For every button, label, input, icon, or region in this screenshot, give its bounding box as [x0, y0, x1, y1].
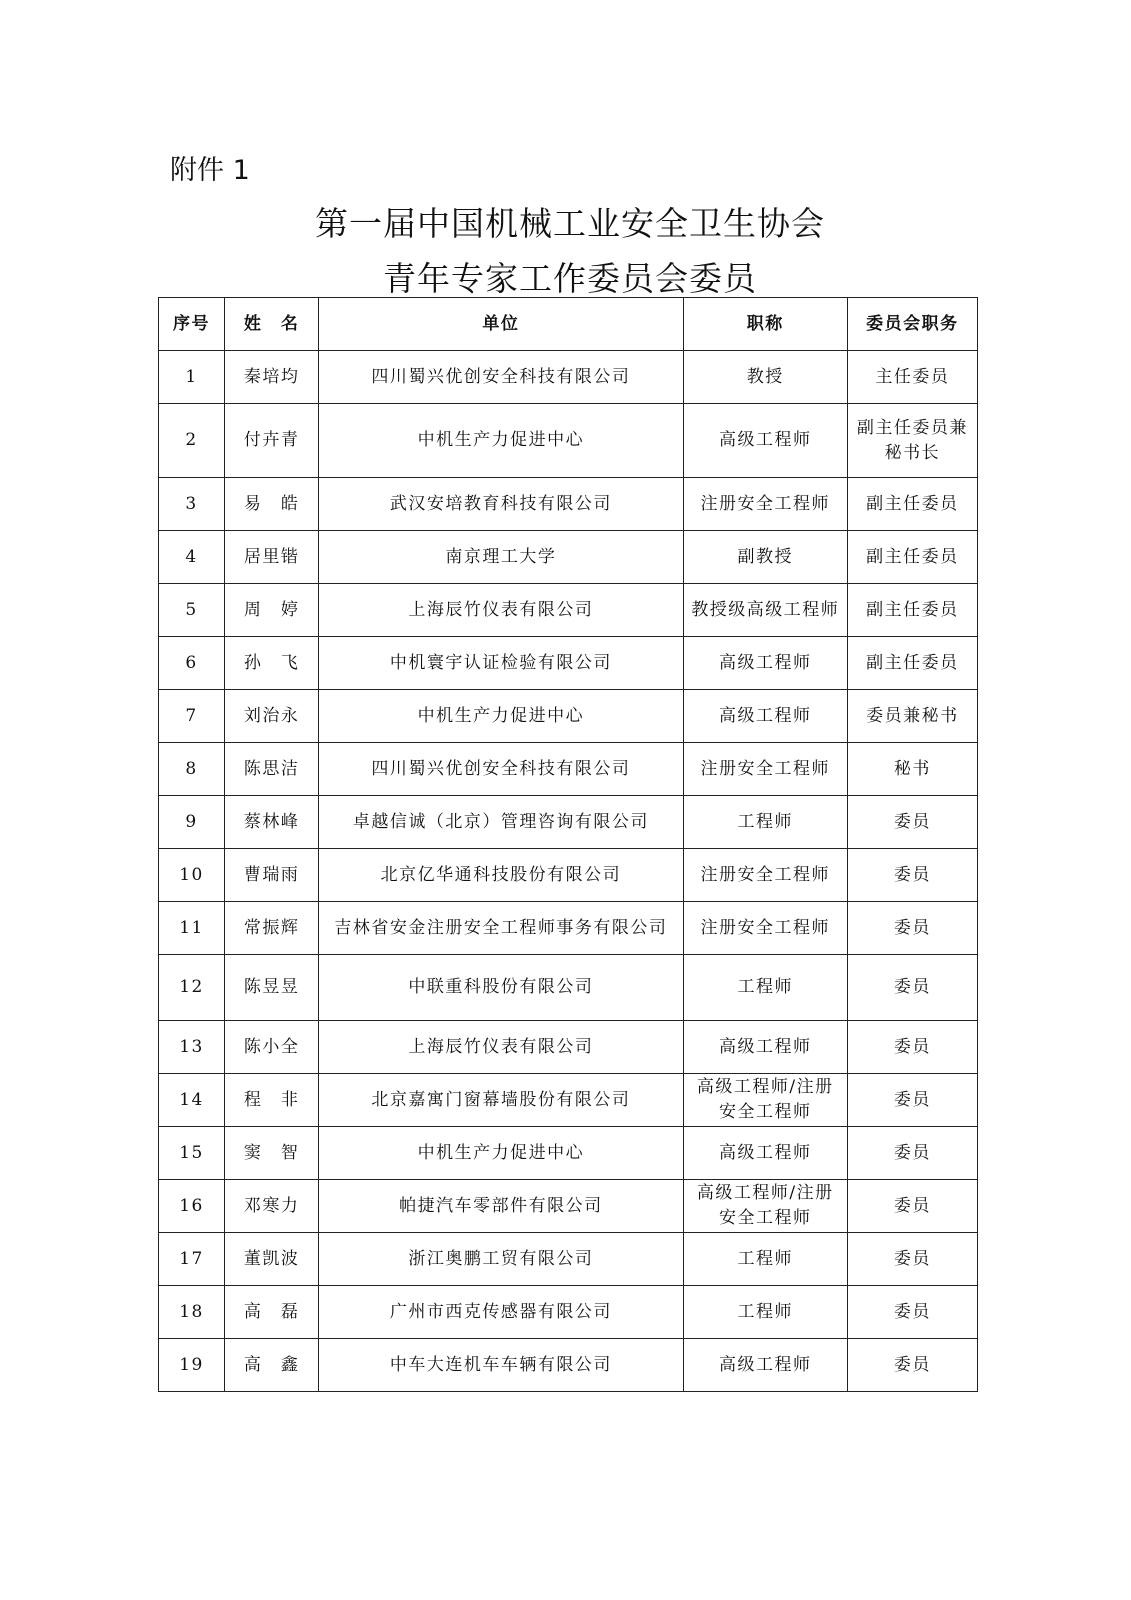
table-row	[159, 1127, 978, 1180]
cell-role: 委员	[847, 1074, 977, 1127]
cell-no: 12	[159, 955, 225, 1021]
cell-role: 委员	[847, 1286, 977, 1339]
cell-unit: 卓越信诚（北京）管理咨询有限公司	[319, 796, 683, 849]
cell-unit: 中机生产力促进中心	[319, 690, 683, 743]
cell-no: 10	[159, 849, 225, 902]
cell-title: 工程师	[683, 796, 847, 849]
cell-unit: 南京理工大学	[319, 531, 683, 584]
table-row	[159, 690, 978, 743]
cell-role: 秘书	[847, 743, 977, 796]
cell-no: 3	[159, 478, 225, 531]
cell-title: 高级工程师	[683, 1127, 847, 1180]
table-row	[159, 902, 978, 955]
cell-title: 高级工程师/注册安全工程师	[683, 1074, 847, 1127]
cell-unit: 吉林省安金注册安全工程师事务有限公司	[319, 902, 683, 955]
cell-title: 高级工程师	[683, 690, 847, 743]
cell-no: 16	[159, 1180, 225, 1233]
table-row	[159, 849, 978, 902]
cell-title: 副教授	[683, 531, 847, 584]
cell-name: 秦培均	[225, 351, 319, 404]
cell-no: 9	[159, 796, 225, 849]
cell-role: 委员	[847, 1127, 977, 1180]
cell-name: 陈思洁	[225, 743, 319, 796]
table-row	[159, 1074, 978, 1127]
cell-title: 教授	[683, 351, 847, 404]
cell-unit: 浙江奥鹏工贸有限公司	[319, 1233, 683, 1286]
cell-name: 周 婷	[225, 584, 319, 637]
cell-name: 曹瑞雨	[225, 849, 319, 902]
cell-name: 居里锴	[225, 531, 319, 584]
cell-name: 程 非	[225, 1074, 319, 1127]
table-row	[159, 1233, 978, 1286]
cell-unit: 四川蜀兴优创安全科技有限公司	[319, 351, 683, 404]
cell-title: 高级工程师	[683, 404, 847, 478]
cell-title: 注册安全工程师	[683, 902, 847, 955]
table-row	[159, 1339, 978, 1392]
cell-role: 委员	[847, 1180, 977, 1233]
cell-role: 副主任委员	[847, 584, 977, 637]
cell-role: 委员	[847, 955, 977, 1021]
cell-title: 注册安全工程师	[683, 743, 847, 796]
cell-name: 陈小全	[225, 1021, 319, 1074]
cell-unit: 北京亿华通科技股份有限公司	[319, 849, 683, 902]
cell-unit: 帕捷汽车零部件有限公司	[319, 1180, 683, 1233]
cell-unit: 上海辰竹仪表有限公司	[319, 584, 683, 637]
cell-role: 委员	[847, 1339, 977, 1392]
cell-title: 高级工程师	[683, 1339, 847, 1392]
cell-no: 7	[159, 690, 225, 743]
table-row	[159, 404, 978, 478]
cell-title: 教授级高级工程师	[683, 584, 847, 637]
cell-no: 11	[159, 902, 225, 955]
cell-role: 委员	[847, 1233, 977, 1286]
cell-title: 工程师	[683, 955, 847, 1021]
document-title-line-2: 青年专家工作委员会委员	[383, 259, 757, 298]
header-role: 委员会职务	[847, 298, 977, 351]
cell-unit: 四川蜀兴优创安全科技有限公司	[319, 743, 683, 796]
table-row	[159, 955, 978, 1021]
header-no: 序号	[159, 298, 225, 351]
cell-no: 13	[159, 1021, 225, 1074]
cell-no: 8	[159, 743, 225, 796]
cell-unit: 武汉安培教育科技有限公司	[319, 478, 683, 531]
table-row	[159, 1286, 978, 1339]
cell-name: 高 鑫	[225, 1339, 319, 1392]
cell-no: 14	[159, 1074, 225, 1127]
cell-name: 常振辉	[225, 902, 319, 955]
cell-title: 注册安全工程师	[683, 849, 847, 902]
header-unit: 单位	[319, 298, 683, 351]
cell-name: 邓寒力	[225, 1180, 319, 1233]
cell-no: 18	[159, 1286, 225, 1339]
cell-no: 1	[159, 351, 225, 404]
table-body	[159, 351, 978, 1392]
cell-no: 4	[159, 531, 225, 584]
cell-unit: 中机生产力促进中心	[319, 404, 683, 478]
cell-name: 窦 智	[225, 1127, 319, 1180]
cell-no: 6	[159, 637, 225, 690]
cell-title: 高级工程师/注册安全工程师	[683, 1180, 847, 1233]
table-row	[159, 796, 978, 849]
cell-role: 副主任委员	[847, 478, 977, 531]
members-table	[158, 297, 978, 1392]
attachment-label: 附件 1	[170, 155, 250, 186]
cell-no: 2	[159, 404, 225, 478]
cell-title: 高级工程师	[683, 637, 847, 690]
cell-unit: 中联重科股份有限公司	[319, 955, 683, 1021]
cell-name: 易 皓	[225, 478, 319, 531]
table-row	[159, 1180, 978, 1233]
cell-title: 工程师	[683, 1286, 847, 1339]
table-row	[159, 351, 978, 404]
cell-role: 主任委员	[847, 351, 977, 404]
cell-unit: 广州市西克传感器有限公司	[319, 1286, 683, 1339]
cell-role: 副主任委员	[847, 531, 977, 584]
cell-no: 15	[159, 1127, 225, 1180]
cell-role: 委员	[847, 796, 977, 849]
cell-name: 付卉青	[225, 404, 319, 478]
table-row	[159, 531, 978, 584]
cell-unit: 中车大连机车车辆有限公司	[319, 1339, 683, 1392]
cell-unit: 北京嘉寓门窗幕墙股份有限公司	[319, 1074, 683, 1127]
cell-name: 董凯波	[225, 1233, 319, 1286]
table-row	[159, 478, 978, 531]
table-row	[159, 637, 978, 690]
header-name: 姓 名	[225, 298, 319, 351]
cell-title: 高级工程师	[683, 1021, 847, 1074]
table-row	[159, 1021, 978, 1074]
cell-name: 刘治永	[225, 690, 319, 743]
cell-unit: 上海辰竹仪表有限公司	[319, 1021, 683, 1074]
cell-role: 委员	[847, 849, 977, 902]
cell-name: 高 磊	[225, 1286, 319, 1339]
cell-role: 副主任委员	[847, 637, 977, 690]
cell-name: 蔡林峰	[225, 796, 319, 849]
table-header-row	[159, 298, 978, 351]
cell-role: 委员	[847, 902, 977, 955]
cell-role: 委员兼秘书	[847, 690, 977, 743]
cell-name: 陈昱昱	[225, 955, 319, 1021]
table-row	[159, 584, 978, 637]
cell-role: 副主任委员兼秘书长	[847, 404, 977, 478]
cell-unit: 中机生产力促进中心	[319, 1127, 683, 1180]
cell-role: 委员	[847, 1021, 977, 1074]
document-title-line-1: 第一届中国机械工业安全卫生协会	[315, 204, 825, 243]
table-row	[159, 743, 978, 796]
cell-name: 孙 飞	[225, 637, 319, 690]
cell-title: 工程师	[683, 1233, 847, 1286]
cell-unit: 中机寰宇认证检验有限公司	[319, 637, 683, 690]
cell-title: 注册安全工程师	[683, 478, 847, 531]
header-title: 职称	[683, 298, 847, 351]
cell-no: 5	[159, 584, 225, 637]
cell-no: 17	[159, 1233, 225, 1286]
cell-no: 19	[159, 1339, 225, 1392]
